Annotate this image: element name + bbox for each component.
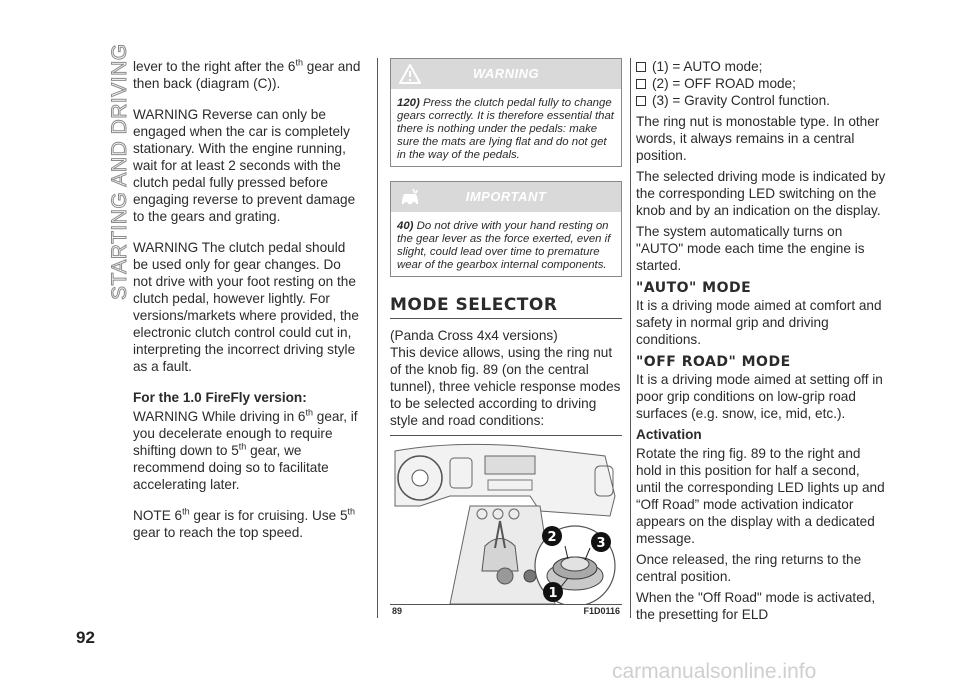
car-hazard-icon [399, 187, 421, 218]
intro-paragraph: This device allows, using the ring nut of the knob fig. 89 (on the central tunnel), three vehicle response modes to be selected according to driving style and road conditions: [390, 345, 621, 428]
paragraph: It is a driving mode aimed at setting off in poor grip conditions on low-grip road surfaces (e.g. snow, ice, mid, etc.). [636, 372, 883, 421]
list-item: (2) = OFF ROAD mode; [636, 75, 886, 92]
warning-title: WARNING [472, 66, 540, 81]
figure-mode-selector [390, 435, 622, 616]
offroad-mode-heading: "OFF ROAD" MODE [636, 354, 791, 370]
firefly-subheading: For the 1.0 FireFly version: [133, 390, 307, 405]
important-body: 40) Do not drive with your hand resting on the gear lever as the force exerted, even if slight, could lead over time to premature wear of the gearbox internal components. [397, 220, 611, 271]
warning-header [391, 59, 621, 89]
paragraph: It is a driving mode aimed at comfort and safety in normal grip and driving conditions. [636, 298, 882, 347]
paragraph: The system automatically turns on "AUTO" mode each time the engine is started. [636, 224, 865, 273]
figure-number: 89 [392, 606, 403, 616]
column-divider [377, 58, 378, 618]
watermark: carmanualsonline.info [612, 660, 817, 683]
versions-paragraph: (Panda Cross 4x4 versions) [390, 328, 558, 343]
column-right [636, 58, 886, 627]
page-number: 92 [76, 628, 95, 647]
paragraph: lever to the right after the 6th gear and then back (diagram (C)). [133, 57, 361, 91]
section-title: MODE SELECTOR [390, 297, 622, 319]
column-middle [390, 58, 622, 616]
paragraph: Once released, the ring returns to the central position. [636, 552, 862, 584]
checkbox-bullet-icon [636, 79, 646, 89]
chapter-side-title-text: STARTING AND DRIVING [108, 43, 131, 300]
paragraph: Rotate the ring fig. 89 to the right and hold in this position for half a second, until the corresponding LED lights up and “Off Road” mode activation indicator appears on the display with a dedicated message. [636, 446, 885, 546]
callout-3: 3 [596, 536, 606, 551]
paragraph: When the "Off Road" mode is activated, the presetting for ELD [636, 590, 876, 622]
callout-1: 1 [548, 586, 558, 601]
list-item: (1) = AUTO mode; [636, 58, 886, 75]
paragraph: The ring nut is monostable type. In other words, it always remains in a central position. [636, 114, 880, 163]
auto-mode-heading: "AUTO" MODE [636, 280, 752, 296]
column-divider [630, 58, 631, 618]
list-item: (3) = Gravity Control function. [636, 92, 886, 109]
checkbox-bullet-icon [636, 62, 646, 72]
chapter-side-title [76, 43, 131, 300]
warning-box [390, 58, 622, 167]
note-paragraph: NOTE 6th gear is for cruising. Use 5th gear to reach the top speed. [133, 506, 356, 540]
important-title: IMPORTANT [465, 189, 547, 204]
important-box [390, 181, 622, 277]
column-left [133, 58, 363, 555]
warning-triangle-icon [399, 64, 421, 95]
checkbox-bullet-icon [636, 96, 646, 106]
figure-code: F1D0116 [583, 606, 620, 616]
warning-reverse-paragraph: WARNING Reverse can only be engaged when the car is completely stationary. With the engine running, wait for at least 2 seconds with the clutch pedal fully pressed before engaging reverse to prevent damage to the gears and grating. [133, 107, 356, 224]
callout-2: 2 [547, 530, 557, 545]
dashboard-illustration [390, 436, 622, 604]
activation-heading: Activation [636, 427, 702, 442]
warning-sixth-gear-paragraph: WARNING While driving in 6th gear, if you decelerate enough to require shifting down to 5th gear, we recommend doing so to facilitate accelerating later. [133, 407, 358, 492]
warning-clutch-paragraph: WARNING The clutch pedal should be used only for gear changes. Do not drive with your foot resting on the clutch pedal, however lightly. For versions/markets where provided, the electronic clutch control could cut in, interpreting the incorrect driving style as a fault. [133, 240, 359, 374]
important-header [391, 182, 621, 212]
paragraph: The selected driving mode is indicated by the corresponding LED switching on the knob and by an indication on the display. [636, 169, 886, 218]
warning-body: 120) Press the clutch pedal fully to change gears correctly. It is therefore essential that there is nothing under the pedals: make sure the mats are lying flat and do not get in the way of the pedals. [397, 97, 614, 161]
